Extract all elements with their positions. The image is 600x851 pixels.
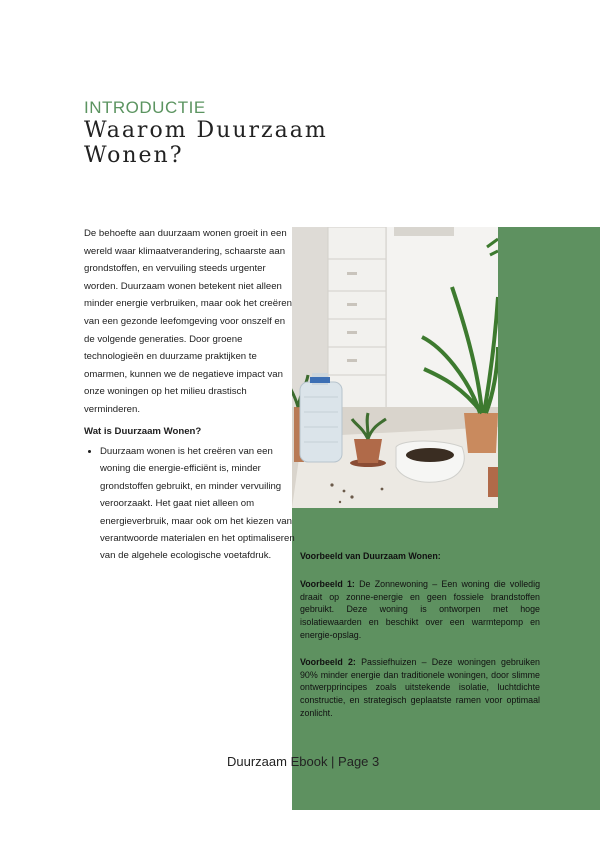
what-is-heading: Wat is Duurzaam Wonen? [84, 426, 202, 437]
page-footer: Duurzaam Ebook | Page 3 [227, 754, 380, 769]
example-text: Passiefhuizen – Deze woningen gebruiken 90% minder energie dan traditionele woningen, door slimme ontwerpprincipes zoals uitstekende isolatie, luchtdichte constructie, en strategisch geplaatste ramen voor optimaal zonlicht. [300, 656, 540, 718]
example-item-1 [300, 578, 540, 642]
examples-box [300, 550, 540, 734]
examples-heading: Voorbeeld van Duurzaam Wonen: [300, 551, 441, 561]
list-item: • Duurzaam wonen is het creëren van een woning die energie-efficiënt is, minder grondstoffen gebruikt, en minder vervuiling veroorzaakt. Het gaat niet alleen om energieverbruik, maar ook om het kiezen van verantwoorde materialen en het optimaliseren van de algehele ecologische voetafdruk. [100, 443, 300, 565]
example-label: Voorbeeld 1: [300, 578, 355, 589]
section-label: INTRODUCTIE [84, 98, 206, 117]
interior-plants-photo [292, 227, 498, 508]
page-title: Waarom Duurzaam Wonen? [84, 118, 328, 168]
example-label: Voorbeeld 2: [300, 656, 356, 667]
intro-paragraph: De behoefte aan duurzaam wonen groeit in een wereld waar klimaatverandering, schaarste aan grondstoffen, en vervuiling steeds urgenter worden. Duurzaam wonen betekent niet alleen minder energie verbruiken, maar ook het creëren van een gezonde leefomgeving voor onszelf en de volgende generaties. Door groene technologieën en duurzame praktijken te omarmen, kunnen we de negatieve impact van onze woningen op het milieu drastisch verminderen. [84, 228, 292, 415]
what-is-list [84, 443, 300, 565]
example-text: De Zonnewoning – Een woning die volledig draait op zonne-energie en geen fossiele brandstoffen gebruikt. Deze woning is ontworpen met hoge isolatiewaarden en beschikt over een warmtepomp en energie-opslag. [300, 578, 541, 640]
example-item-2 [300, 656, 540, 720]
